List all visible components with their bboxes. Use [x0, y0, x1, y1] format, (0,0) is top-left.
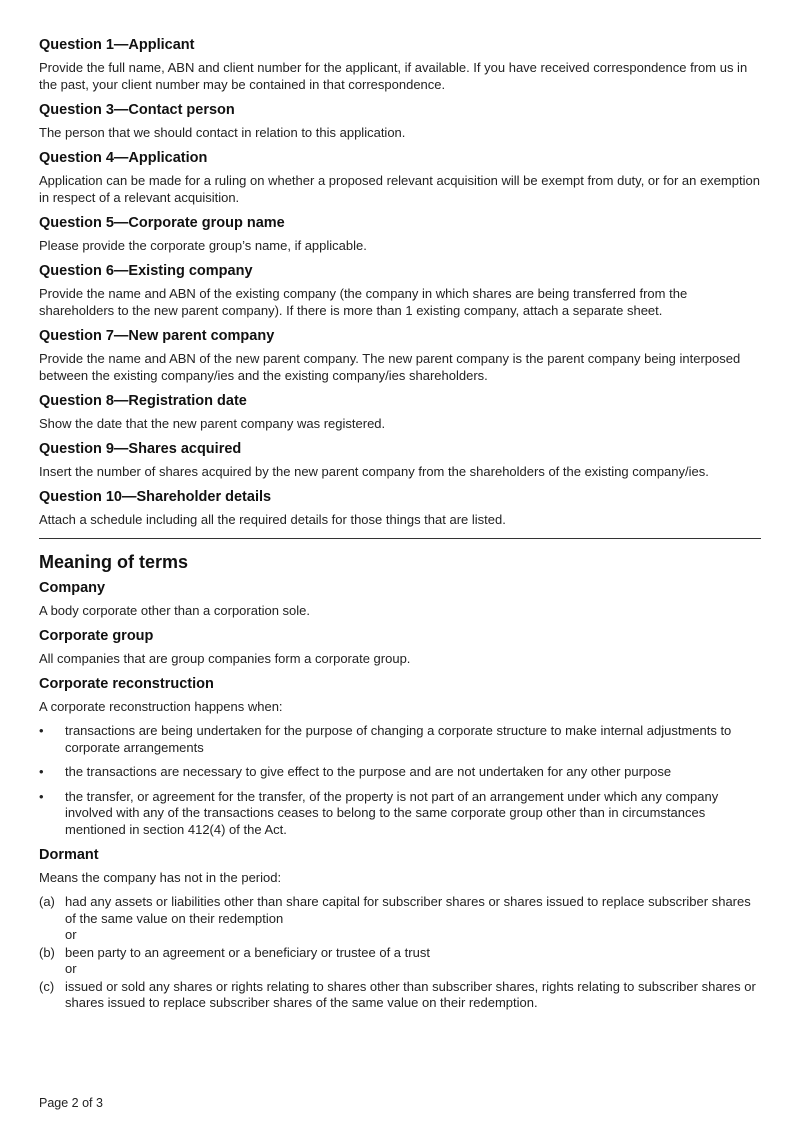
bullet-mark: •	[39, 764, 44, 779]
question-5-text: Please provide the corporate group’s name, if applicable.	[39, 238, 367, 253]
list-item	[39, 894, 761, 944]
question-9-text: Insert the number of shares acquired by the new parent company from the shareholders of the existing company/ies.	[39, 464, 709, 479]
or-connector: or	[65, 927, 77, 942]
question-1-heading: Question 1—Applicant	[39, 37, 195, 53]
item-mark: (a)	[39, 894, 55, 909]
bullet-mark: •	[39, 723, 44, 738]
list-item	[39, 945, 761, 978]
term-dormant-intro: Means the company has not in the period:	[39, 870, 282, 885]
item-text: been party to an agreement or a beneficiary or trustee of a trust	[65, 944, 430, 960]
term-corporate-reconstruction-intro: A corporate reconstruction happens when:	[39, 699, 283, 714]
term-corporate-group-text: All companies that are group companies form a corporate group.	[39, 651, 411, 666]
question-4-heading: Question 4—Application	[39, 150, 208, 166]
list-item	[39, 723, 761, 756]
dormant-list	[39, 894, 761, 1012]
question-4-text: Application can be made for a ruling on whether a proposed relevant acquisition will be exempt from duty, or for an exemption in respect of a relevant acquisition.	[39, 173, 760, 205]
bullet-text: transactions are being undertaken for the purpose of changing a corporate structure to make internal adjustments to corporate arrangements	[65, 723, 732, 755]
question-6-heading: Question 6—Existing company	[39, 263, 253, 279]
term-company-text: A body corporate other than a corporation sole.	[39, 603, 311, 618]
bullet-mark: •	[39, 788, 44, 804]
question-9-heading: Question 9—Shares acquired	[39, 441, 242, 457]
question-3-heading: Question 3—Contact person	[39, 102, 235, 118]
list-item	[39, 979, 761, 1012]
question-7-heading: Question 7—New parent company	[39, 328, 275, 344]
question-6-text: Provide the name and ABN of the existing company (the company in which shares are being transferred from the shareholders to the new parent company). If there is more than 1 existing company, attach a separate sheet.	[39, 286, 688, 318]
page-number: Page 2 of 3	[39, 1096, 103, 1110]
question-10-heading: Question 10—Shareholder details	[39, 489, 272, 505]
term-dormant-heading: Dormant	[39, 847, 99, 863]
section-divider	[39, 538, 761, 539]
or-connector: or	[65, 961, 77, 976]
corporate-reconstruction-bullets	[39, 723, 761, 838]
list-item	[39, 789, 761, 839]
item-text: had any assets or liabilities other than share capital for subscriber shares or shares issued to replace subscriber shares of the same value on their redemption	[65, 894, 751, 926]
question-7-text: Provide the name and ABN of the new parent company. The new parent company is the parent company being interposed between the existing company/ies and the existing company/ies shareholders.	[39, 351, 741, 383]
question-10-text: Attach a schedule including all the required details for those things that are listed.	[39, 512, 506, 527]
term-corporate-group-heading: Corporate group	[39, 628, 154, 644]
question-1-text: Provide the full name, ABN and client number for the applicant, if available. If you have received correspondence from us in the past, your client number may be contained in that correspondence.	[39, 60, 748, 92]
question-3-text: The person that we should contact in relation to this application.	[39, 125, 406, 140]
item-mark: (b)	[39, 944, 55, 960]
item-text: issued or sold any shares or rights relating to shares other than subscriber shares, rights relating to subscriber shares or shares issued to replace subscriber shares of the same value on their redemption.	[65, 978, 756, 1010]
question-5-heading: Question 5—Corporate group name	[39, 215, 285, 231]
list-item	[39, 764, 761, 781]
term-company-heading: Company	[39, 580, 106, 596]
question-8-text: Show the date that the new parent company was registered.	[39, 416, 386, 431]
meaning-of-terms-title: Meaning of terms	[39, 552, 189, 572]
term-corporate-reconstruction-heading: Corporate reconstruction	[39, 676, 214, 692]
page-content	[39, 36, 761, 1013]
bullet-text: the transactions are necessary to give effect to the purpose and are not undertaken for any other purpose	[65, 764, 672, 779]
item-mark: (c)	[39, 978, 55, 994]
question-8-heading: Question 8—Registration date	[39, 393, 247, 409]
bullet-text: the transfer, or agreement for the transfer, of the property is not part of an arrangement under which any company involved with any of the transactions ceases to belong to the same corporate group other than in circumstances mentioned in section 412(4) of the Act.	[65, 788, 719, 837]
